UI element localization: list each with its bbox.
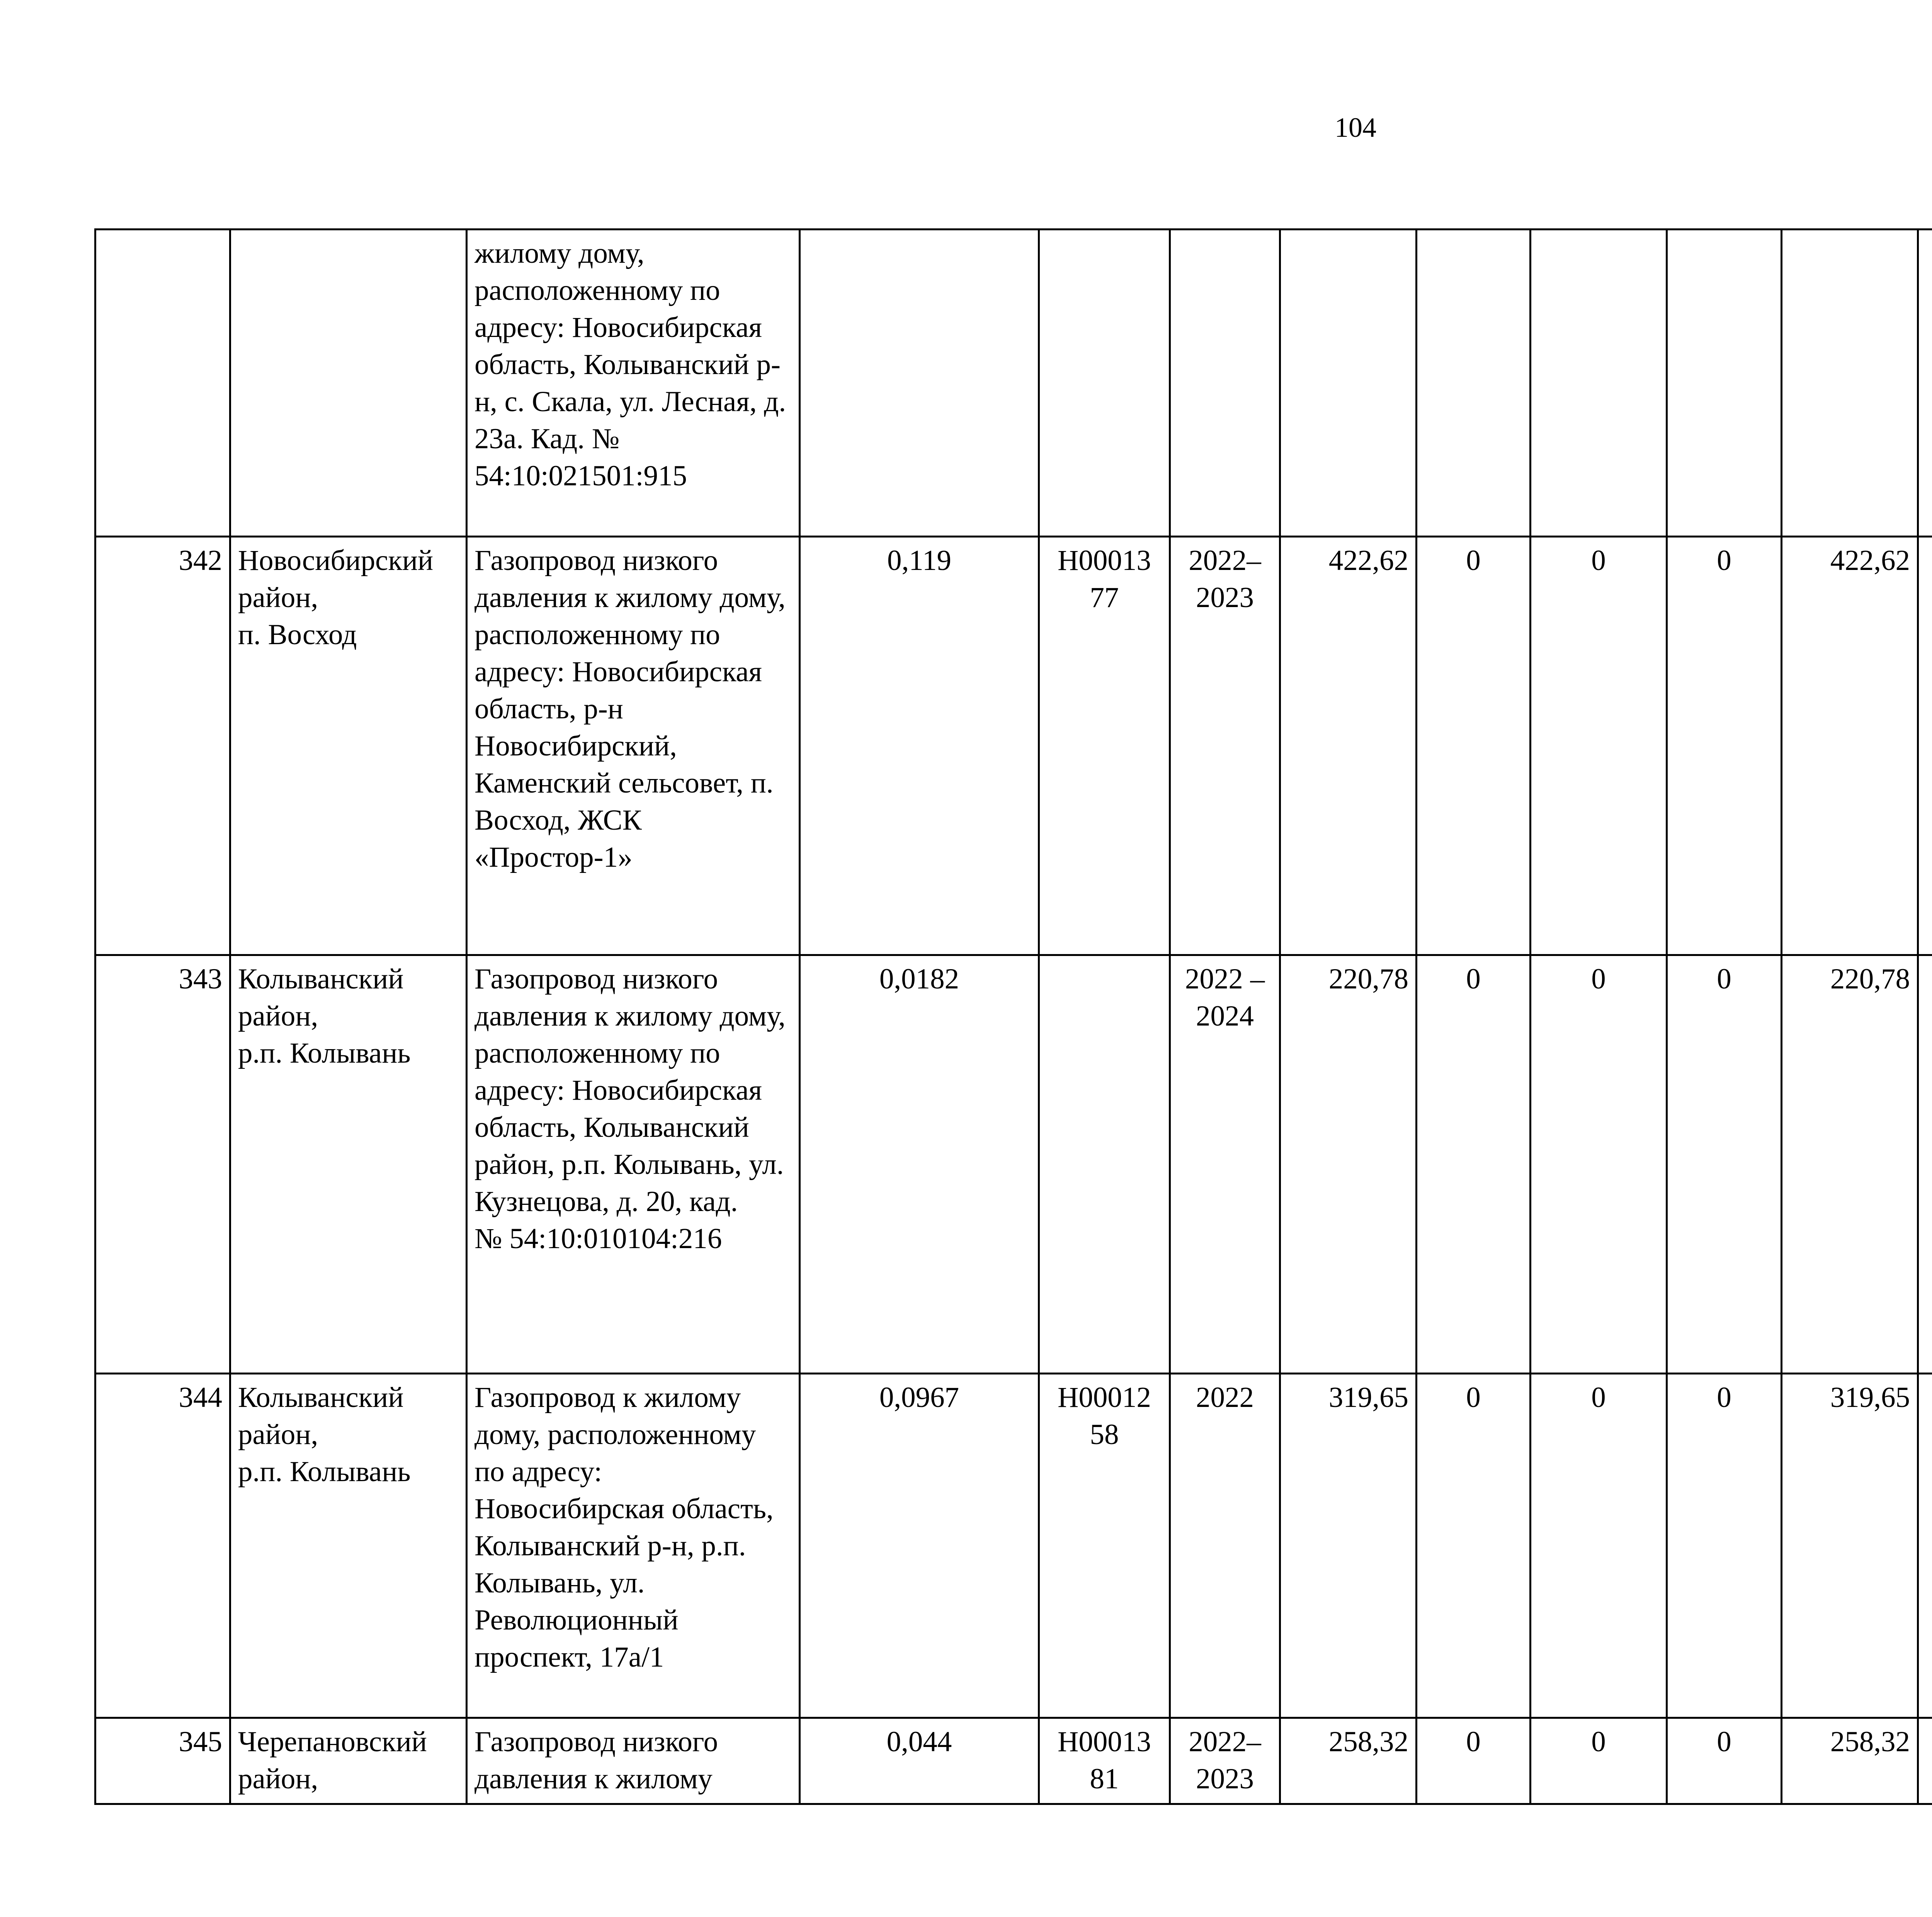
table-row — [95, 1374, 1932, 1718]
value-cell-11: 258,32 — [1782, 1718, 1918, 1804]
code-cell: Н00012 58 — [1039, 1374, 1170, 1718]
value-cell-10 — [1667, 230, 1782, 537]
value-cell-11: 319,65 — [1782, 1374, 1918, 1718]
object-description-cell: жилому дому, расположенному по адресу: Новосибирская область, Колыванский р-н, с. Скала, ул. Лесная, д. 23а. Кад. № 54:10:021501:915 — [467, 230, 800, 537]
value-cell-11: 220,78 — [1782, 955, 1918, 1374]
row-number-cell: 343 — [95, 955, 230, 1374]
value-cell-8: 0 — [1417, 1374, 1531, 1718]
organization-cell — [1918, 230, 1932, 537]
page-number: 104 — [1335, 112, 1376, 143]
value-cell-8: 0 — [1417, 955, 1531, 1374]
total-cost-cell: 422,62 — [1280, 537, 1417, 955]
organization-cell — [1918, 1374, 1932, 1718]
length-cell: 0,0967 — [800, 1374, 1039, 1718]
district-cell: Колыванский район, р.п. Колывань — [230, 1374, 467, 1718]
value-cell-11: 422,62 — [1782, 537, 1918, 955]
value-cell-11 — [1782, 230, 1918, 537]
value-cell-10: 0 — [1667, 1374, 1782, 1718]
district-cell: Новосибирский район, п. Восход — [230, 537, 467, 955]
years-cell: 2022 — [1170, 1374, 1280, 1718]
length-cell — [800, 230, 1039, 537]
object-description-cell: Газопровод низкого давления к жилому — [467, 1718, 800, 1804]
value-cell-8 — [1417, 230, 1531, 537]
table-row — [95, 955, 1932, 1374]
district-cell: Колыванский район, р.п. Колывань — [230, 955, 467, 1374]
total-cost-cell — [1280, 230, 1417, 537]
value-cell-8: 0 — [1417, 1718, 1531, 1804]
value-cell-9 — [1531, 230, 1667, 537]
row-number-cell: 345 — [95, 1718, 230, 1804]
length-cell: 0,044 — [800, 1718, 1039, 1804]
code-cell: Н00013 81 — [1039, 1718, 1170, 1804]
code-cell — [1039, 955, 1170, 1374]
years-cell — [1170, 230, 1280, 537]
table-row — [95, 537, 1932, 955]
organization-cell — [1918, 1718, 1932, 1804]
value-cell-10: 0 — [1667, 955, 1782, 1374]
row-number-cell — [95, 230, 230, 537]
district-cell — [230, 230, 467, 537]
value-cell-10: 0 — [1667, 537, 1782, 955]
table-row — [95, 230, 1932, 537]
value-cell-9: 0 — [1531, 955, 1667, 1374]
code-cell: Н00013 77 — [1039, 537, 1170, 955]
object-description-cell: Газопровод низкого давления к жилому дому, расположенному по адресу: Новосибирская область, р-н Новосибирский, Каменский сельсовет, п. Восход, ЖСК «Простор-1» — [467, 537, 800, 955]
value-cell-9: 0 — [1531, 1718, 1667, 1804]
total-cost-cell: 258,32 — [1280, 1718, 1417, 1804]
row-number-cell: 344 — [95, 1374, 230, 1718]
gas-pipeline-table — [94, 228, 1932, 1805]
years-cell: 2022 – 2024 — [1170, 955, 1280, 1374]
organization-cell — [1918, 955, 1932, 1374]
years-cell: 2022– 2023 — [1170, 1718, 1280, 1804]
row-number-cell: 342 — [95, 537, 230, 955]
value-cell-9: 0 — [1531, 1374, 1667, 1718]
value-cell-10: 0 — [1667, 1718, 1782, 1804]
total-cost-cell: 319,65 — [1280, 1374, 1417, 1718]
value-cell-8: 0 — [1417, 537, 1531, 955]
years-cell: 2022– 2023 — [1170, 537, 1280, 955]
organization-cell — [1918, 537, 1932, 955]
object-description-cell: Газопровод низкого давления к жилому дому, расположенному по адресу: Новосибирская область, Колыванский район, р.п. Колывань, ул. Кузнецова, д. 20, кад. № 54:10:010104:216 — [467, 955, 800, 1374]
value-cell-9: 0 — [1531, 537, 1667, 955]
total-cost-cell: 220,78 — [1280, 955, 1417, 1374]
code-cell — [1039, 230, 1170, 537]
table-row — [95, 1718, 1932, 1804]
district-cell: Черепановский район, — [230, 1718, 467, 1804]
object-description-cell: Газопровод к жилому дому, расположенному по адресу: Новосибирская область, Колыванский р-н, р.п. Колывань, ул. Революционный проспект, 17а/1 — [467, 1374, 800, 1718]
length-cell: 0,0182 — [800, 955, 1039, 1374]
length-cell: 0,119 — [800, 537, 1039, 955]
